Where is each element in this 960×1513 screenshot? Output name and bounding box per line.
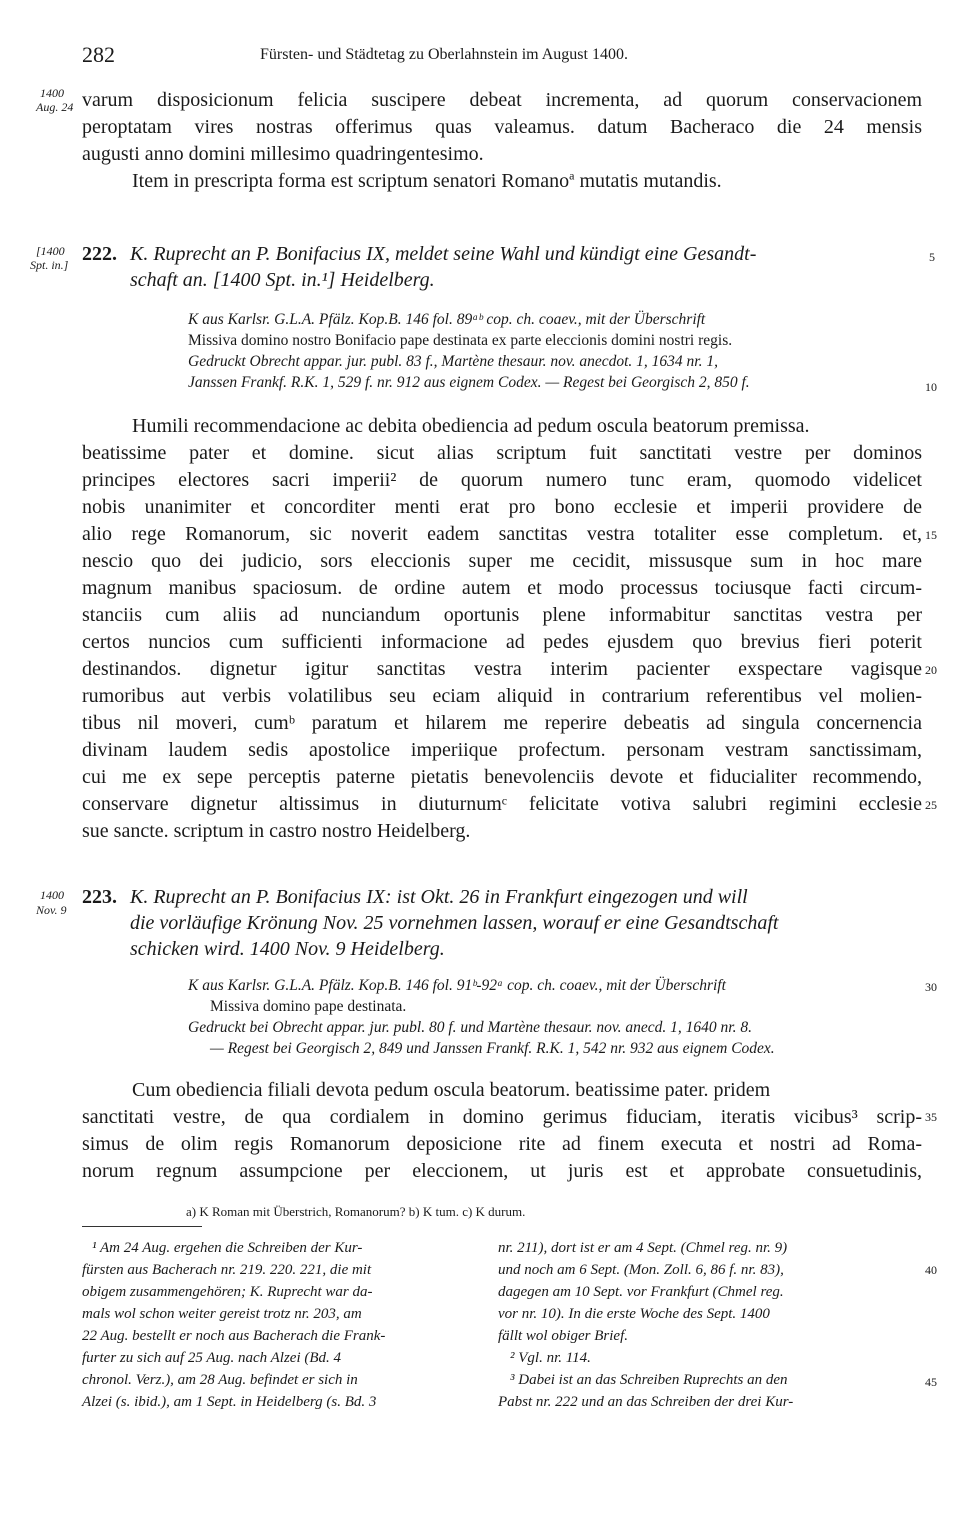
body-line: certos nuncios cum sufficienti informacione ad pedes ejusdem quo brevius fieri poterit xyxy=(82,631,922,653)
footnote-line: vor nr. 10). In die erste Woche des Sept. 1400 xyxy=(498,1306,770,1322)
line-number: 25 xyxy=(925,798,937,812)
body-line: Humili recommendacione ac debita obediencia ad pedum oscula beatorum premissa. xyxy=(132,415,810,437)
body-line: rumoribus aut verbis volatilibus seu eciam aliquid in contrarium referentibus vel molien- xyxy=(82,685,922,707)
source-line: K aus Karlsr. G.L.A. Pfälz. Kop.B. 146 fol. 89ᵃᵇ cop. ch. coaev., mit der Überschrift xyxy=(188,311,706,328)
line-number: 30 xyxy=(925,980,937,994)
footnote-line: dagegen am 10 Sept. vor Frankfurt (Chmel reg. xyxy=(498,1284,784,1300)
body-line: tibus nil moveri, cumᵇ paratum et hilarem me reperire debeatis ad singula concernencia xyxy=(82,712,922,734)
footnote-line: furter zu sich auf 25 Aug. nach Alzei (Bd. 4 xyxy=(82,1350,342,1366)
document-heading: K. Ruprecht an P. Bonifacius IX: ist Okt. 26 in Frankfurt eingezogen und will xyxy=(130,886,748,908)
apparatus-ref: a xyxy=(569,168,575,183)
body-line: sue sancte. scriptum in castro nostro Heidelberg. xyxy=(82,820,471,842)
source-line: Missiva domino pape destinata. xyxy=(210,998,407,1015)
text-line xyxy=(132,169,722,193)
body-line: beatissime pater et domine. sicut alias scriptum fuit sanctitati vestre per dominos xyxy=(82,442,922,464)
footnote-line: ³ Dabei ist an das Schreiben Ruprechts an den xyxy=(510,1372,788,1388)
text-line: peroptatam vires nostras offerimus quas valeamus. datum Bacheraco die 24 mensis xyxy=(82,116,922,138)
footnote-line: obigem zusammengehören; K. Ruprecht war da- xyxy=(82,1284,373,1300)
body-line: nescio quo dei judicio, sors eleccionis super me cecidit, missusque sum in hoc mare xyxy=(82,550,922,572)
document-heading: schicken wird. 1400 Nov. 9 Heidelberg. xyxy=(130,938,445,960)
margin-date: [1400 xyxy=(36,244,65,258)
footnote-line: und noch am 6 Sept. (Mon. Zoll. 6, 86 f. nr. 83), xyxy=(498,1262,784,1278)
item-line-main: Item in prescripta forma est scriptum senatori Romano xyxy=(132,170,570,192)
source-line: Janssen Frankf. R.K. 1, 529 f. nr. 912 aus eignem Codex. — Regest bei Georgisch 2, 850 f. xyxy=(188,374,750,391)
item-line-end: mutatis mutandis. xyxy=(574,170,722,192)
source-line: Missiva domino nostro Bonifacio pape destinata ex parte eleccionis domini nostri regis. xyxy=(188,332,733,349)
body-line: magnum manibus spaciosum. de ordine autem et modo processus tociusque facti circum- xyxy=(82,577,922,599)
body-line: stanciis cum aliis ad nunciandum oportunis plene informabitur sanctitas vestra per xyxy=(82,604,922,626)
body-line: Cum obediencia filiali devota pedum oscula beatorum. beatissime pater. pridem xyxy=(132,1079,771,1101)
critical-apparatus: a) K Roman mit Überstrich, Romanorum? b) K tum. c) K durum. xyxy=(186,1204,526,1219)
document-number: 222. xyxy=(82,243,117,265)
margin-date: Spt. in.] xyxy=(30,258,69,272)
text-line: varum disposicionum felicia suscipere debeat incrementa, ad quorum conservacionem xyxy=(82,89,922,111)
body-line: cui me ex sepe perceptis paterne pietatis benevolenciis devote et fiducialiter recommendo, xyxy=(82,766,922,788)
line-number: 15 xyxy=(925,528,937,542)
source-line: — Regest bei Georgisch 2, 849 und Janssen Frankf. R.K. 1, 542 nr. 932 aus eignem Codex. xyxy=(210,1040,775,1057)
body-line: simus de olim regis Romanorum deposicione rite ad finem executa et nostri ad Roma- xyxy=(82,1133,922,1155)
footnote-line: fällt wol obiger Brief. xyxy=(498,1328,628,1344)
footnote-line: 22 Aug. bestellt er noch aus Bacherach die Frank- xyxy=(82,1328,386,1344)
margin-date: Aug. 24 xyxy=(36,100,74,114)
footnote-line: chronol. Verz.), am 28 Aug. befindet er sich in xyxy=(82,1372,358,1388)
running-title: Fürsten- und Städtetag zu Oberlahnstein im August 1400. xyxy=(260,46,628,63)
line-number: 10 xyxy=(925,380,937,394)
body-line: norum regnum assumpcione per eleccionem, ut juris est et approbate consuetudinis, xyxy=(82,1160,922,1182)
margin-year: 1400 xyxy=(40,86,64,100)
line-number: 40 xyxy=(925,1263,937,1277)
footnote-rule xyxy=(82,1226,202,1227)
footnote-line: mals wol schon weiter gereist trotz nr. 203, am xyxy=(82,1306,362,1322)
line-number: 45 xyxy=(925,1375,937,1389)
body-line: nobis unanimiter et concorditer menti erat pro bono ecclesie et imperii providere de xyxy=(82,496,922,518)
source-line: Gedruckt Obrecht appar. jur. publ. 83 f., Martène thesaur. nov. anecdot. 1, 1634 nr. 1, xyxy=(188,353,718,370)
page-number: 282 xyxy=(82,42,115,67)
body-line: alio rege Romanorum, sic noverit eadem sanctitas vestra totaliter esse completum. et, xyxy=(82,523,922,545)
footnote-line: fürsten aus Bacherach nr. 219. 220. 221, die mit xyxy=(82,1262,372,1278)
line-number: 35 xyxy=(925,1110,937,1124)
body-line: destinandos. dignetur igitur sanctitas vestra interim pacienter exspectare vagisque xyxy=(82,658,922,680)
document-heading: schaft an. [1400 Spt. in.¹] Heidelberg. xyxy=(130,269,435,291)
line-number: 20 xyxy=(925,663,937,677)
margin-date: Nov. 9 xyxy=(36,903,67,917)
footnote-line: ² Vgl. nr. 114. xyxy=(510,1350,591,1366)
document-heading: die vorläufige Krönung Nov. 25 vornehmen lassen, worauf er eine Gesandtschaft xyxy=(130,912,779,934)
footnote-line: ¹ Am 24 Aug. ergehen die Schreiben der Kur- xyxy=(92,1240,363,1256)
footnote-line: Pabst nr. 222 und an das Schreiben der drei Kur- xyxy=(498,1394,794,1410)
text-line: augusti anno domini millesimo quadringentesimo. xyxy=(82,143,484,165)
document-heading: K. Ruprecht an P. Bonifacius IX, meldet seine Wahl und kündigt eine Gesandt- xyxy=(130,243,757,265)
source-line: Gedruckt bei Obrecht appar. jur. publ. 80 f. und Martène thesaur. nov. anecd. 1, 1640 nr. 8. xyxy=(188,1019,752,1036)
body-line: divinam laudem sedis apostolice imperiique profectum. personam vestram sanctissimam, xyxy=(82,739,922,761)
document-number: 223. xyxy=(82,886,117,908)
body-line: conservare dignetur altissimus in diuturnumᶜ felicitate votiva salubri regimini ecclesie xyxy=(82,793,922,815)
body-line: principes electores sacri imperii² de quorum numero tunc eram, quomodo videlicet xyxy=(82,469,922,491)
line-number: 5 xyxy=(929,250,935,264)
footnote-line: Alzei (s. ibid.), am 1 Sept. in Heidelberg (s. Bd. 3 xyxy=(82,1394,377,1410)
footnote-line: nr. 211), dort ist er am 4 Sept. (Chmel reg. nr. 9) xyxy=(498,1240,788,1256)
source-line: K aus Karlsr. G.L.A. Pfälz. Kop.B. 146 fol. 91ᵇ-92ᵃ cop. ch. coaev., mit der Überschrift xyxy=(188,977,726,994)
margin-year: 1400 xyxy=(40,888,64,902)
body-line: sanctitati vestre, de qua cordialem in domino gerimus fiduciam, iteratis vicibus³ scrip- xyxy=(82,1106,922,1128)
